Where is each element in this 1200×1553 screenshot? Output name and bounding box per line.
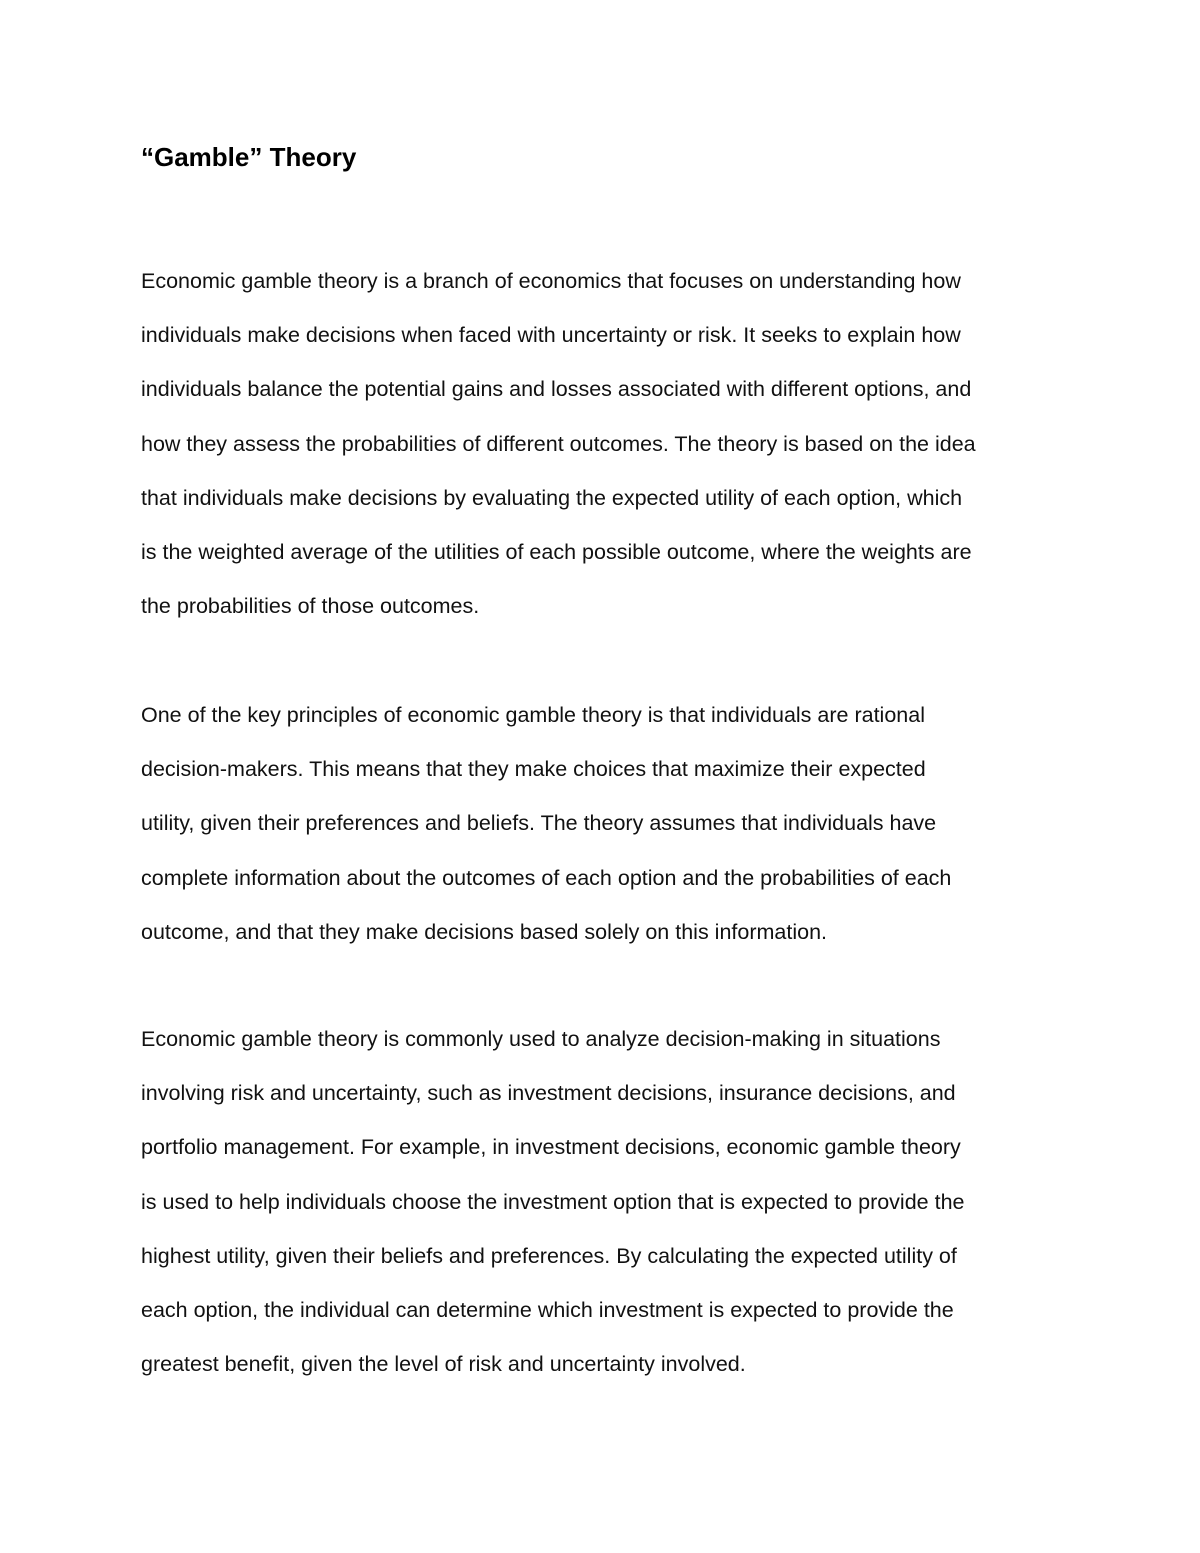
text-line: is the weighted average of the utilities of each possible outcome, where the weights are: [141, 539, 972, 564]
text-line: outcome, and that they make decisions based solely on this information.: [141, 919, 827, 944]
text-line: is used to help individuals choose the investment option that is expected to provide the: [141, 1189, 965, 1214]
text-line: utility, given their preferences and beliefs. The theory assumes that individuals have: [141, 811, 937, 836]
text-line: complete information about the outcomes of each option and the probabilities of each: [141, 865, 952, 890]
paragraph-1: [141, 254, 1071, 633]
text-line: that individuals make decisions by evaluating the expected utility of each option, which: [141, 485, 963, 510]
text-line: greatest benefit, given the level of risk and uncertainty involved.: [141, 1352, 746, 1377]
text-line: Economic gamble theory is a branch of economics that focuses on understanding how: [141, 269, 961, 293]
text-line: Economic gamble theory is commonly used to analyze decision-making in situations: [141, 1027, 941, 1051]
text-line: involving risk and uncertainty, such as investment decisions, insurance decisions, and: [141, 1081, 956, 1106]
text-line: One of the key principles of economic gamble theory is that individuals are rational: [141, 703, 925, 727]
text-line: individuals make decisions when faced with uncertainty or risk. It seeks to explain how: [141, 323, 961, 348]
document-title: “Gamble” Theory: [141, 142, 357, 172]
text-line: the probabilities of those outcomes.: [141, 594, 480, 619]
text-line: how they assess the probabilities of different outcomes. The theory is based on the idea: [141, 431, 976, 456]
paragraph-3: [141, 1012, 1071, 1391]
text-line: each option, the individual can determine which investment is expected to provide the: [141, 1297, 954, 1322]
paragraph-2: [141, 688, 1071, 959]
text-line: decision-makers. This means that they make choices that maximize their expected: [141, 757, 926, 782]
text-line: individuals balance the potential gains and losses associated with different options, and: [141, 377, 972, 402]
text-line: portfolio management. For example, in investment decisions, economic gamble theory: [141, 1135, 961, 1160]
text-line: highest utility, given their beliefs and preferences. By calculating the expected utility of: [141, 1243, 957, 1268]
